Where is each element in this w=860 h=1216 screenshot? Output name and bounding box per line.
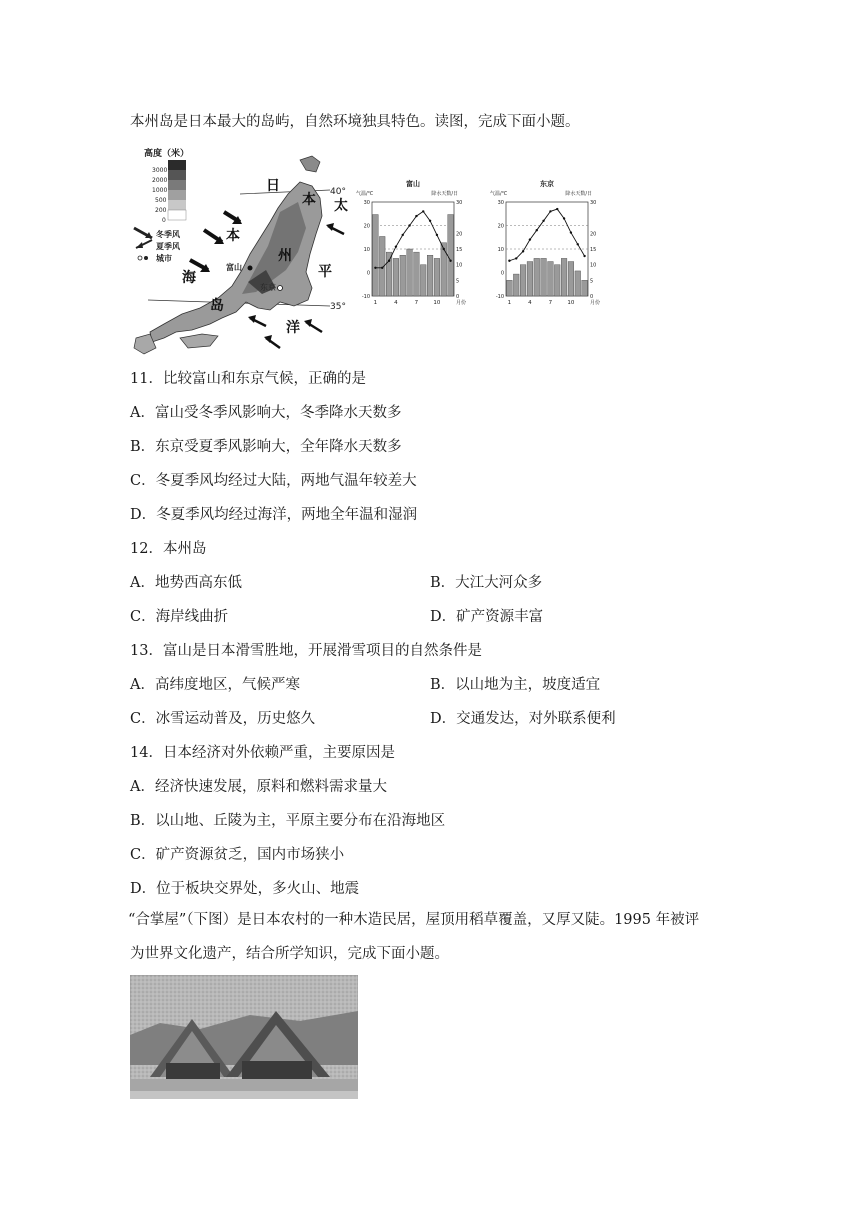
latitude-40-label: 40° [330, 187, 346, 197]
q13-option-a: A．高纬度地区，气候严寒 [130, 677, 300, 693]
temp-tick-label: -10 [495, 294, 504, 300]
latitude-35-label: 35° [330, 302, 346, 312]
q13-option-b: B．以山地为主，坡度适宜 [430, 677, 601, 693]
precip-tick-label: 0 [456, 294, 460, 300]
honshu-char-2: 州 [278, 248, 292, 264]
q13-option-d: D．交通发达，对外联系便利 [430, 711, 616, 727]
tokyo-city-dot [278, 286, 283, 291]
q13-option-c: C．冰雪运动普及，历史悠久 [130, 711, 316, 727]
pacific-char-1: 太 [334, 198, 348, 214]
honshu-char-3: 岛 [210, 298, 224, 314]
precip-bar [400, 255, 406, 296]
month-axis-label: 月份 [590, 300, 601, 306]
temperature-point [408, 224, 410, 226]
q11-option-c: C．冬夏季风均经过大陆，两地气温年较差大 [130, 473, 417, 489]
temperature-point [577, 243, 579, 245]
temperature-point [374, 267, 376, 269]
q12-option-b: B．大江大河众多 [430, 575, 543, 591]
gassho-intro-line-1: “合掌屋”（下图）是日本农村的一种木造民居，屋顶用稻草覆盖，又厚又陡。1995 年被评 [128, 912, 700, 928]
honshu-char-1: 本 [302, 192, 316, 208]
pacific-char-2: 平 [318, 264, 332, 280]
legend-level-1000: 1000 [152, 187, 168, 194]
q14-option-d: D．位于板块交界处，多火山、地震 [130, 881, 360, 897]
precip-axis-label: 降水天数/日 [565, 191, 592, 197]
q11-option-b: B．东京受夏季风影响大，全年降水天数多 [130, 439, 402, 455]
month-axis-label: 月份 [456, 300, 467, 306]
q12-option-c: C．海岸线曲折 [130, 609, 229, 625]
temperature-point [436, 234, 438, 236]
precip-bar [427, 255, 433, 296]
precip-bar [582, 280, 588, 296]
summer-monsoon-legend-label: 夏季风 [156, 242, 180, 251]
tokyo-label: 东京 [260, 283, 276, 292]
q14-option-a: A．经济快速发展，原料和燃料需求量大 [130, 779, 387, 795]
chart-title: 东京 [540, 180, 554, 188]
temperature-line [509, 209, 584, 261]
precip-tick-label: 5 [456, 278, 460, 285]
temperature-point [381, 267, 383, 269]
sea-of-japan-char-2: 本 [226, 228, 240, 244]
precip-bar [393, 258, 399, 296]
precip-bar [407, 249, 413, 296]
sea-of-japan-char-3: 海 [182, 270, 196, 286]
temperature-point [583, 255, 585, 257]
q14-stem: 14．日本经济对外依赖严重，主要原因是 [130, 745, 395, 761]
q12-option-d: D．矿产资源丰富 [430, 609, 544, 625]
temp-tick-label: 10 [363, 247, 370, 253]
q12-option-a: A．地势西高东低 [130, 575, 242, 591]
toyama-climate-chart [356, 178, 472, 314]
temperature-point [522, 250, 524, 252]
temperature-point [449, 260, 451, 262]
precip-bar [420, 265, 426, 296]
q12-stem: 12．本州岛 [130, 541, 207, 557]
temperature-point [422, 210, 424, 212]
q14-option-c: C．矿产资源贫乏，国内市场狭小 [130, 847, 345, 863]
precip-tick-label: 15 [456, 247, 463, 253]
precip-tick-label: 15 [590, 247, 597, 253]
intro-paragraph: 本州岛是日本最大的岛屿，自然环境独具特色。读图，完成下面小题。 [130, 114, 580, 130]
temperature-point [549, 210, 551, 212]
temperature-point [570, 231, 572, 233]
precip-tick-label: 5 [590, 278, 594, 285]
precip-bar [513, 274, 519, 296]
temperature-point [395, 245, 397, 247]
toyama-city-dot [248, 266, 253, 271]
precip-bar [534, 258, 540, 296]
temp-tick-label: 30 [363, 200, 370, 206]
temp-tick-label: 30 [497, 200, 504, 206]
precip-tick-label: 10 [456, 262, 463, 269]
temp-tick-label: 0 [500, 270, 504, 277]
temp-tick-label: 10 [497, 247, 504, 253]
temperature-point [402, 234, 404, 236]
month-tick-label: 1 [373, 300, 378, 306]
precip-bar [520, 265, 526, 296]
precip-bar [548, 262, 554, 296]
tokyo-climate-chart [490, 178, 606, 314]
temperature-point [443, 248, 445, 250]
sea-of-japan-char-1: 日 [266, 178, 280, 194]
precip-tick-label: 30 [456, 200, 463, 206]
toyama-label: 富山 [226, 263, 242, 272]
temperature-point [415, 215, 417, 217]
precip-bar [441, 243, 447, 296]
precip-bar [373, 215, 379, 296]
gassho-house-photo [130, 975, 358, 1099]
temperature-point [529, 238, 531, 240]
temperature-point [515, 257, 517, 259]
legend-level-500: 500 [155, 197, 167, 204]
temp-tick-label: 20 [497, 223, 504, 230]
temperature-point [429, 220, 431, 222]
month-tick-label: 7 [548, 300, 553, 306]
precip-bar [414, 252, 420, 296]
precip-bar [434, 258, 440, 296]
q13-stem: 13．富山是日本滑雪胜地，开展滑雪项目的自然条件是 [130, 643, 482, 659]
precip-bar [386, 252, 392, 296]
precip-bar [448, 215, 454, 296]
legend-level-3000: 3000 [152, 167, 168, 174]
precip-bar [507, 280, 513, 296]
precip-bar [541, 258, 547, 296]
temperature-point [536, 229, 538, 231]
month-tick-label: 1 [507, 300, 512, 306]
precip-bar [527, 262, 533, 296]
month-tick-label: 4 [528, 300, 532, 306]
legend-level-0: 0 [162, 217, 166, 224]
month-tick-label: 10 [567, 300, 575, 306]
precip-tick-label: 20 [590, 231, 597, 238]
winter-monsoon-legend-label: 冬季风 [156, 230, 180, 239]
chart-title: 富山 [406, 180, 420, 188]
precip-tick-label: 30 [590, 200, 597, 206]
city-legend-label: 城市 [156, 254, 172, 263]
q11-option-a: A．富山受冬季风影响大，冬季降水天数多 [130, 405, 402, 421]
temp-tick-label: -10 [361, 294, 370, 300]
precip-axis-label: 降水天数/日 [431, 191, 458, 197]
temp-axis-label: 气温/℃ [490, 191, 508, 197]
temperature-point [563, 217, 565, 219]
temperature-point [508, 260, 510, 262]
legend-level-200: 200 [155, 207, 167, 214]
q11-option-d: D．冬夏季风均经过海洋，两地全年温和湿润 [130, 507, 418, 523]
temperature-point [388, 260, 390, 262]
temp-tick-label: 0 [366, 270, 370, 277]
temperature-point [542, 220, 544, 222]
pacific-char-3: 洋 [286, 320, 300, 336]
q14-option-b: B．以山地、丘陵为主，平原主要分布在沿海地区 [130, 813, 446, 829]
month-tick-label: 4 [394, 300, 398, 306]
japan-honshu-map [130, 142, 352, 356]
elevation-legend-title: 高度（米） [144, 149, 190, 159]
temperature-point [556, 208, 558, 210]
precip-bar [561, 258, 567, 296]
month-tick-label: 7 [414, 300, 419, 306]
precip-tick-label: 0 [590, 294, 594, 300]
q11-stem: 11．比较富山和东京气候，正确的是 [130, 371, 366, 387]
precip-bar [554, 265, 560, 296]
precip-bar [568, 262, 574, 296]
gassho-intro-line-2: 为世界文化遗产，结合所学知识，完成下面小题。 [130, 946, 449, 962]
precip-bar [575, 271, 581, 296]
precip-tick-label: 20 [456, 231, 463, 238]
legend-level-2000: 2000 [152, 177, 168, 184]
precip-tick-label: 10 [590, 262, 597, 269]
temp-axis-label: 气温/℃ [356, 191, 374, 197]
month-tick-label: 10 [433, 300, 441, 306]
temp-tick-label: 20 [363, 223, 370, 230]
